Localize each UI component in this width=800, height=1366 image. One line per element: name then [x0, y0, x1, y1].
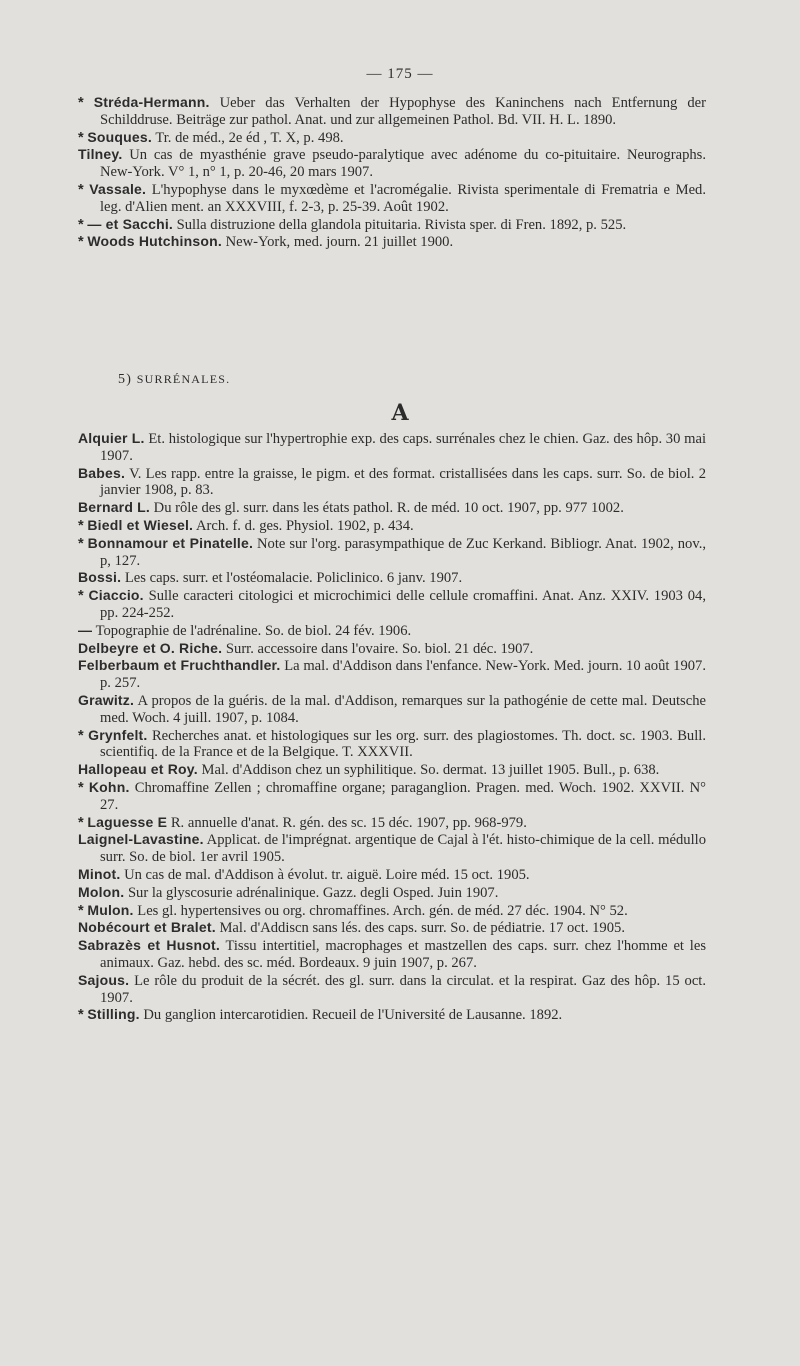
- bibliography-entry: [78, 499, 706, 517]
- entry-author: Laguesse E: [87, 813, 168, 830]
- entry-author: Laignel-Lavastine.: [78, 831, 204, 848]
- entry-citation: Un cas de mal. d'Addison à évolut. tr. aiguë. Loire méd. 15 oct. 1905.: [120, 866, 530, 883]
- bibliography-entry: [78, 937, 706, 972]
- entry-citation: Recherches anat. et histologiques sur les org. surr. des plagiostomes. Th. doct. sc. 1903. Bull. scientifiq. de la France et de la Belgique. T. XXXVII.: [100, 727, 706, 761]
- entry-citation: Les gl. hypertensives ou org. chromaffines. Arch. gén. de méd. 27 déc. 1904. N° 52.: [133, 902, 628, 919]
- entry-author: Molon.: [78, 883, 125, 900]
- bibliography-entry: [78, 233, 706, 251]
- entry-star-marker: *: [78, 902, 84, 919]
- entry-author: Nobécourt et Bralet.: [78, 919, 216, 936]
- entry-author: Kohn.: [88, 778, 130, 795]
- bibliography-entry: [78, 902, 706, 920]
- entry-author: Sajous.: [78, 971, 130, 988]
- entry-star-marker: *: [78, 216, 84, 233]
- entry-author: Delbeyre et O. Riche.: [78, 639, 223, 656]
- bibliography-entry: [78, 465, 706, 500]
- entry-author: Minot.: [78, 865, 121, 882]
- entry-citation: Chromaffine Zellen ; chromaffine organe; paraganglion. Pragen. med. Woch. 1902. XXVII. N° 27.: [100, 779, 706, 813]
- entry-star-marker: *: [78, 129, 84, 146]
- entry-author: Bernard L.: [78, 499, 151, 516]
- entry-author: Vassale.: [89, 180, 147, 197]
- entry-author: — et Sacchi.: [87, 215, 173, 232]
- bibliography-entry: [78, 535, 706, 570]
- entry-citation: Topographie de l'adrénaline. So. de biol. 24 fév. 1906.: [92, 622, 412, 639]
- entry-citation: A propos de la guéris. de la mal. d'Addison, remarques sur la pathogénie de cette mal. Deutsche med. Woch. 4 juill. 1907, p. 1084.: [100, 692, 706, 726]
- bibliography-entry: [78, 814, 706, 832]
- entry-author: Bossi.: [78, 569, 122, 586]
- entry-author: Ciaccio.: [88, 587, 144, 604]
- entry-citation: Les caps. surr. et l'ostéomalacie. Policlinico. 6 janv. 1907.: [121, 570, 463, 587]
- entry-star-marker: *: [78, 234, 84, 251]
- entry-author: Woods Hutchinson.: [87, 233, 222, 250]
- entry-citation: Sulla distruzione della glandola pituitaria. Rivista sper. di Fren. 1892, p. 525.: [173, 216, 627, 233]
- entry-citation: Du ganglion intercarotidien. Recueil de l'Université de Lausanne. 1892.: [139, 1007, 563, 1024]
- bibliography-entry: [78, 866, 706, 884]
- entry-citation: L'hypophyse dans le myxœdème et l'acromégalie. Rivista sperimentale di Frematria e Med. leg. d'Alien ment. an XXXVIII, f. 2-3, p. 25-39. Août 1902.: [100, 181, 706, 215]
- entry-star-marker: *: [78, 1007, 84, 1024]
- entry-citation: Sur la glyscosurie adrénalinique. Gazz. degli Osped. Juin 1907.: [124, 884, 499, 901]
- entry-star-marker: *: [78, 779, 84, 796]
- entry-star-marker: *: [78, 535, 84, 552]
- entry-author: Mulon.: [87, 901, 134, 918]
- entry-citation: Tissu intertitiel, macrophages et mastzellen des caps. surr. chez l'homme et les animaux. Gaz. hebd. des sc. méd. Bordeaux. 9 juin 1907, p. 267.: [100, 938, 706, 971]
- bibliography-entry: [78, 779, 706, 814]
- bibliography-entry: [78, 94, 706, 129]
- entry-citation: Mal. d'Addiscn sans lés. des caps. surr. So. de pédiatrie. 17 oct. 1905.: [215, 920, 625, 937]
- entry-citation: Un cas de myasthénie grave pseudo-paralytique avec adénome du co-pituitaire. Neurographs. New-York. V° 1, n° 1, p. 20-46, 20 mars 1907.: [100, 147, 706, 181]
- bibliography-entry: [78, 919, 706, 937]
- entry-author: Grynfelt.: [88, 726, 148, 743]
- bibliography-entry: [78, 761, 706, 779]
- entry-citation: R. annuelle d'anat. R. gén. des sc. 15 déc. 1907, pp. 968-979.: [167, 814, 527, 831]
- bibliography-entry: [78, 430, 706, 465]
- bibliography-list-top: [78, 94, 706, 251]
- bibliography-entry: [78, 181, 706, 216]
- entry-citation: Le rôle du produit de la sécrét. des gl. surr. dans la circulat. et la respirat. Gaz des hôp. 15 oct. 1907.: [100, 972, 706, 1006]
- entry-author: Stréda-Hermann.: [93, 94, 210, 110]
- bibliography-entry: [78, 884, 706, 902]
- bibliography-entry: [78, 216, 706, 234]
- entry-author: Babes.: [78, 464, 126, 481]
- entry-citation: La mal. d'Addison dans l'enfance. New-York. Med. journ. 10 août 1907. p. 257.: [100, 658, 706, 692]
- entry-author: Souques.: [87, 128, 152, 145]
- bibliography-entry: [78, 831, 706, 866]
- entry-author: —: [78, 621, 93, 638]
- bibliography-entry: [78, 146, 706, 181]
- entry-citation: Du rôle des gl. surr. dans les états pathol. R. de méd. 10 oct. 1907, pp. 977 1002.: [150, 500, 624, 517]
- entry-star-marker: *: [78, 814, 84, 831]
- entry-citation: Ueber das Verhalten der Hypophyse des Kaninchens nach Entfernung der Schilddruse. Beiträge zur pathol. Anat. und zur allgemeinen Pathol. Bd. VII. H. L. 1890.: [100, 95, 706, 128]
- bibliography-entry: [78, 129, 706, 147]
- entry-author: Stilling.: [87, 1006, 140, 1023]
- entry-star-marker: *: [78, 588, 84, 605]
- entry-citation: Sulle caracteri citologici et microchimici delle cellule cromaffini. Anat. Anz. XXIV. 1903 04, pp. 224-252.: [100, 588, 706, 621]
- bibliography-entry: [78, 640, 706, 658]
- entry-author: Grawitz.: [78, 691, 135, 708]
- bibliography-entry: [78, 622, 706, 640]
- entry-citation: Tr. de méd., 2e éd , T. X, p. 498.: [151, 129, 344, 146]
- entry-star-marker: *: [78, 95, 84, 111]
- section-title: SURRÉNALES.: [136, 372, 231, 386]
- bibliography-entry: [78, 972, 706, 1007]
- bibliography-entry: [78, 1006, 706, 1024]
- entry-author: Tilney.: [78, 146, 123, 163]
- entry-citation: Arch. f. d. ges. Physiol. 1902, p. 434.: [193, 517, 414, 534]
- entry-author: Alquier L.: [78, 430, 145, 446]
- entry-author: Biedl et Wiesel.: [87, 516, 194, 533]
- bibliography-entry: [78, 692, 706, 727]
- entry-citation: New-York, med. journ. 21 juillet 1900.: [221, 234, 454, 251]
- page-number: — 175 —: [366, 66, 434, 82]
- bibliography-entry: [78, 727, 706, 762]
- entry-citation: Applicat. de l'imprégnat. argentique de Cajal à l'ét. histo-chimique de la cell. médullo surr. So. de biol. 1er avril 1905.: [100, 832, 706, 866]
- entry-author: Felberbaum et Fruchthandler.: [78, 657, 281, 674]
- bibliography-entry: [78, 517, 706, 535]
- entry-star-marker: *: [78, 181, 84, 198]
- section-number: 5): [118, 372, 133, 387]
- entry-star-marker: *: [78, 517, 84, 534]
- entry-author: Hallopeau et Roy.: [78, 761, 198, 778]
- bibliography-list-main: [78, 430, 706, 1024]
- entry-author: Sabrazès et Husnot.: [78, 937, 220, 954]
- entry-citation: Surr. accessoire dans l'ovaire. So. biol. 21 déc. 1907.: [222, 640, 534, 657]
- section-heading: [118, 372, 230, 388]
- letter-heading: A: [391, 400, 409, 426]
- entry-citation: V. Les rapp. entre la graisse, le pigm. et des format. cristallisées dans les caps. surr. So. de biol. 2 janvier 1908, p. 83.: [100, 465, 706, 499]
- bibliography-entry: [78, 569, 706, 587]
- bibliography-entry: [78, 587, 706, 622]
- entry-author: Bonnamour et Pinatelle.: [87, 534, 254, 551]
- entry-citation: Et. histologique sur l'hypertrophie exp. des caps. surrénales chez le chien. Gaz. des hôp. 30 mai 1907.: [100, 431, 706, 464]
- entry-citation: Mal. d'Addison chez un syphilitique. So. dermat. 13 juillet 1905. Bull., p. 638.: [197, 762, 660, 779]
- entry-star-marker: *: [78, 727, 84, 744]
- bibliography-entry: [78, 657, 706, 692]
- entry-citation: Note sur l'org. parasympathique de Zuc Kerkand. Bibliogr. Anat. 1902, nov., p, 127.: [100, 535, 706, 569]
